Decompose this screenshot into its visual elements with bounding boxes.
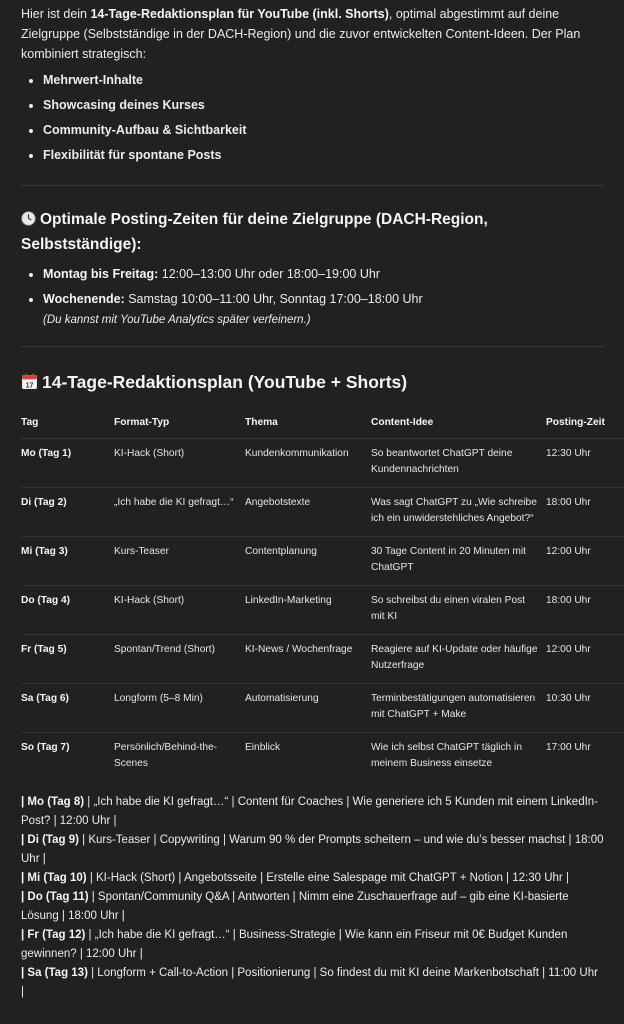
column-header: Posting-Zeit bbox=[546, 411, 624, 438]
calendar-icon bbox=[21, 371, 38, 397]
table-row: So (Tag 7) Persönlich/Behind-the-Scenes Einblick Wie ich selbst ChatGPT täglich in meinem Business einsetze 17:00 Uhr bbox=[21, 741, 591, 769]
list-item: • Community-Aufbau & Sichtbarkeit bbox=[43, 120, 604, 140]
column-header: Tag bbox=[21, 411, 114, 438]
raw-row: | Fr (Tag 12) | „Ich habe die KI gefragt…“ | Business-Strategie | Wie kann ein Friseur mit 0€ Budget Kunden gewinnen? | 12:00 Uhr | bbox=[21, 928, 568, 960]
column-header: Content-Idee bbox=[371, 411, 546, 438]
posting-times-heading: Optimale Posting-Zeiten für deine Zielgruppe (DACH-Region, Selbstständige): bbox=[21, 211, 488, 253]
raw-row: | Do (Tag 11) | Spontan/Community Q&A | Antworten | Nimm eine Zuschauerfrage auf – gib eine KI-basierte Lösung | 18:00 Uhr | bbox=[21, 890, 569, 922]
raw-markdown-rows bbox=[21, 793, 604, 1002]
list-item: • Showcasing deines Kurses bbox=[43, 95, 604, 115]
analytics-note: (Du kannst mit YouTube Analytics später verfeinern.) bbox=[43, 314, 311, 326]
column-header: Thema bbox=[245, 411, 371, 438]
table-row: Do (Tag 4) KI-Hack (Short) LinkedIn-Marketing So schreibst du einen viralen Post mit KI 18:00 Uhr bbox=[21, 585, 624, 634]
table-row: Mo (Tag 1) KI-Hack (Short) Kundenkommunikation So beantwortet ChatGPT deine Kundennachrichten 12:30 Uhr bbox=[21, 438, 624, 487]
list-item: • Mehrwert-Inhalte bbox=[43, 70, 604, 90]
divider bbox=[21, 185, 604, 186]
list-item: • Flexibilität für spontane Posts bbox=[43, 145, 604, 165]
strategy-list bbox=[21, 70, 604, 165]
raw-row: | Sa (Tag 13) | Longform + Call-to-Action | Positionierung | So findest du mit KI deine Markenbotschaft | 11:00 Uhr | bbox=[21, 966, 598, 998]
posting-times-list bbox=[21, 264, 604, 330]
table-row: Di (Tag 2) „Ich habe die KI gefragt…“ Angebotstexte Was sagt ChatGPT zu „Wie schreibe ich ein unwiderstehliches Angebot?“ 18:00 Uhr bbox=[21, 487, 624, 536]
list-item: • Montag bis Freitag: 12:00–13:00 Uhr oder 18:00–19:00 Uhr bbox=[43, 264, 604, 284]
table-row: Fr (Tag 5) Spontan/Trend (Short) KI-News / Wochenfrage Reagiere auf KI-Update oder häufige Nutzerfrage 12:00 Uhr bbox=[21, 634, 624, 683]
list-item: • Wochenende: Samstag 10:00–11:00 Uhr, Sonntag 17:00–18:00 Uhr (Du kannst mit YouTube Analytics später verfeinern.) bbox=[43, 289, 604, 330]
raw-row: | Mi (Tag 10) | KI-Hack (Short) | Angebotsseite | Erstelle eine Salespage mit ChatGPT + Notion | 12:30 Uhr | bbox=[21, 871, 569, 884]
table-header-row bbox=[21, 411, 624, 438]
table-row: Sa (Tag 6) Longform (5–8 Min) Automatisierung Terminbestätigungen automatisieren mit ChatGPT + Make 10:30 Uhr bbox=[21, 683, 624, 732]
plan-table bbox=[21, 411, 624, 781]
svg-text:17: 17 bbox=[25, 382, 34, 390]
raw-row: | Di (Tag 9) | Kurs-Teaser | Copywriting | Warum 90 % der Prompts scheitern – und wie du’s besser machst | 18:00 Uhr | bbox=[21, 833, 604, 865]
raw-row: | Mo (Tag 8) | „Ich habe die KI gefragt…“ | Content für Coaches | Wie generiere ich 5 Kunden mit einem LinkedIn-Post? | 12:00 Uhr | bbox=[21, 795, 599, 827]
plan-heading: 17 14-Tage-Redaktionsplan (YouTube + Shorts) bbox=[21, 369, 604, 397]
intro-paragraph: Hier ist dein 14-Tage-Redaktionsplan für YouTube (inkl. Shorts), optimal abgestimmt auf deine Zielgruppe (Selbstständige in der DACH-Region) und die zuvor entwickelten Content-Ideen. Der Plan kombiniert strategisch: bbox=[21, 7, 581, 61]
clock-icon bbox=[21, 210, 36, 233]
divider bbox=[21, 346, 604, 347]
table-row: Mi (Tag 3) Kurs-Teaser Contentplanung 30 Tage Content in 20 Minuten mit ChatGPT 12:00 Uhr bbox=[21, 536, 624, 585]
column-header: Format-Typ bbox=[114, 411, 245, 438]
